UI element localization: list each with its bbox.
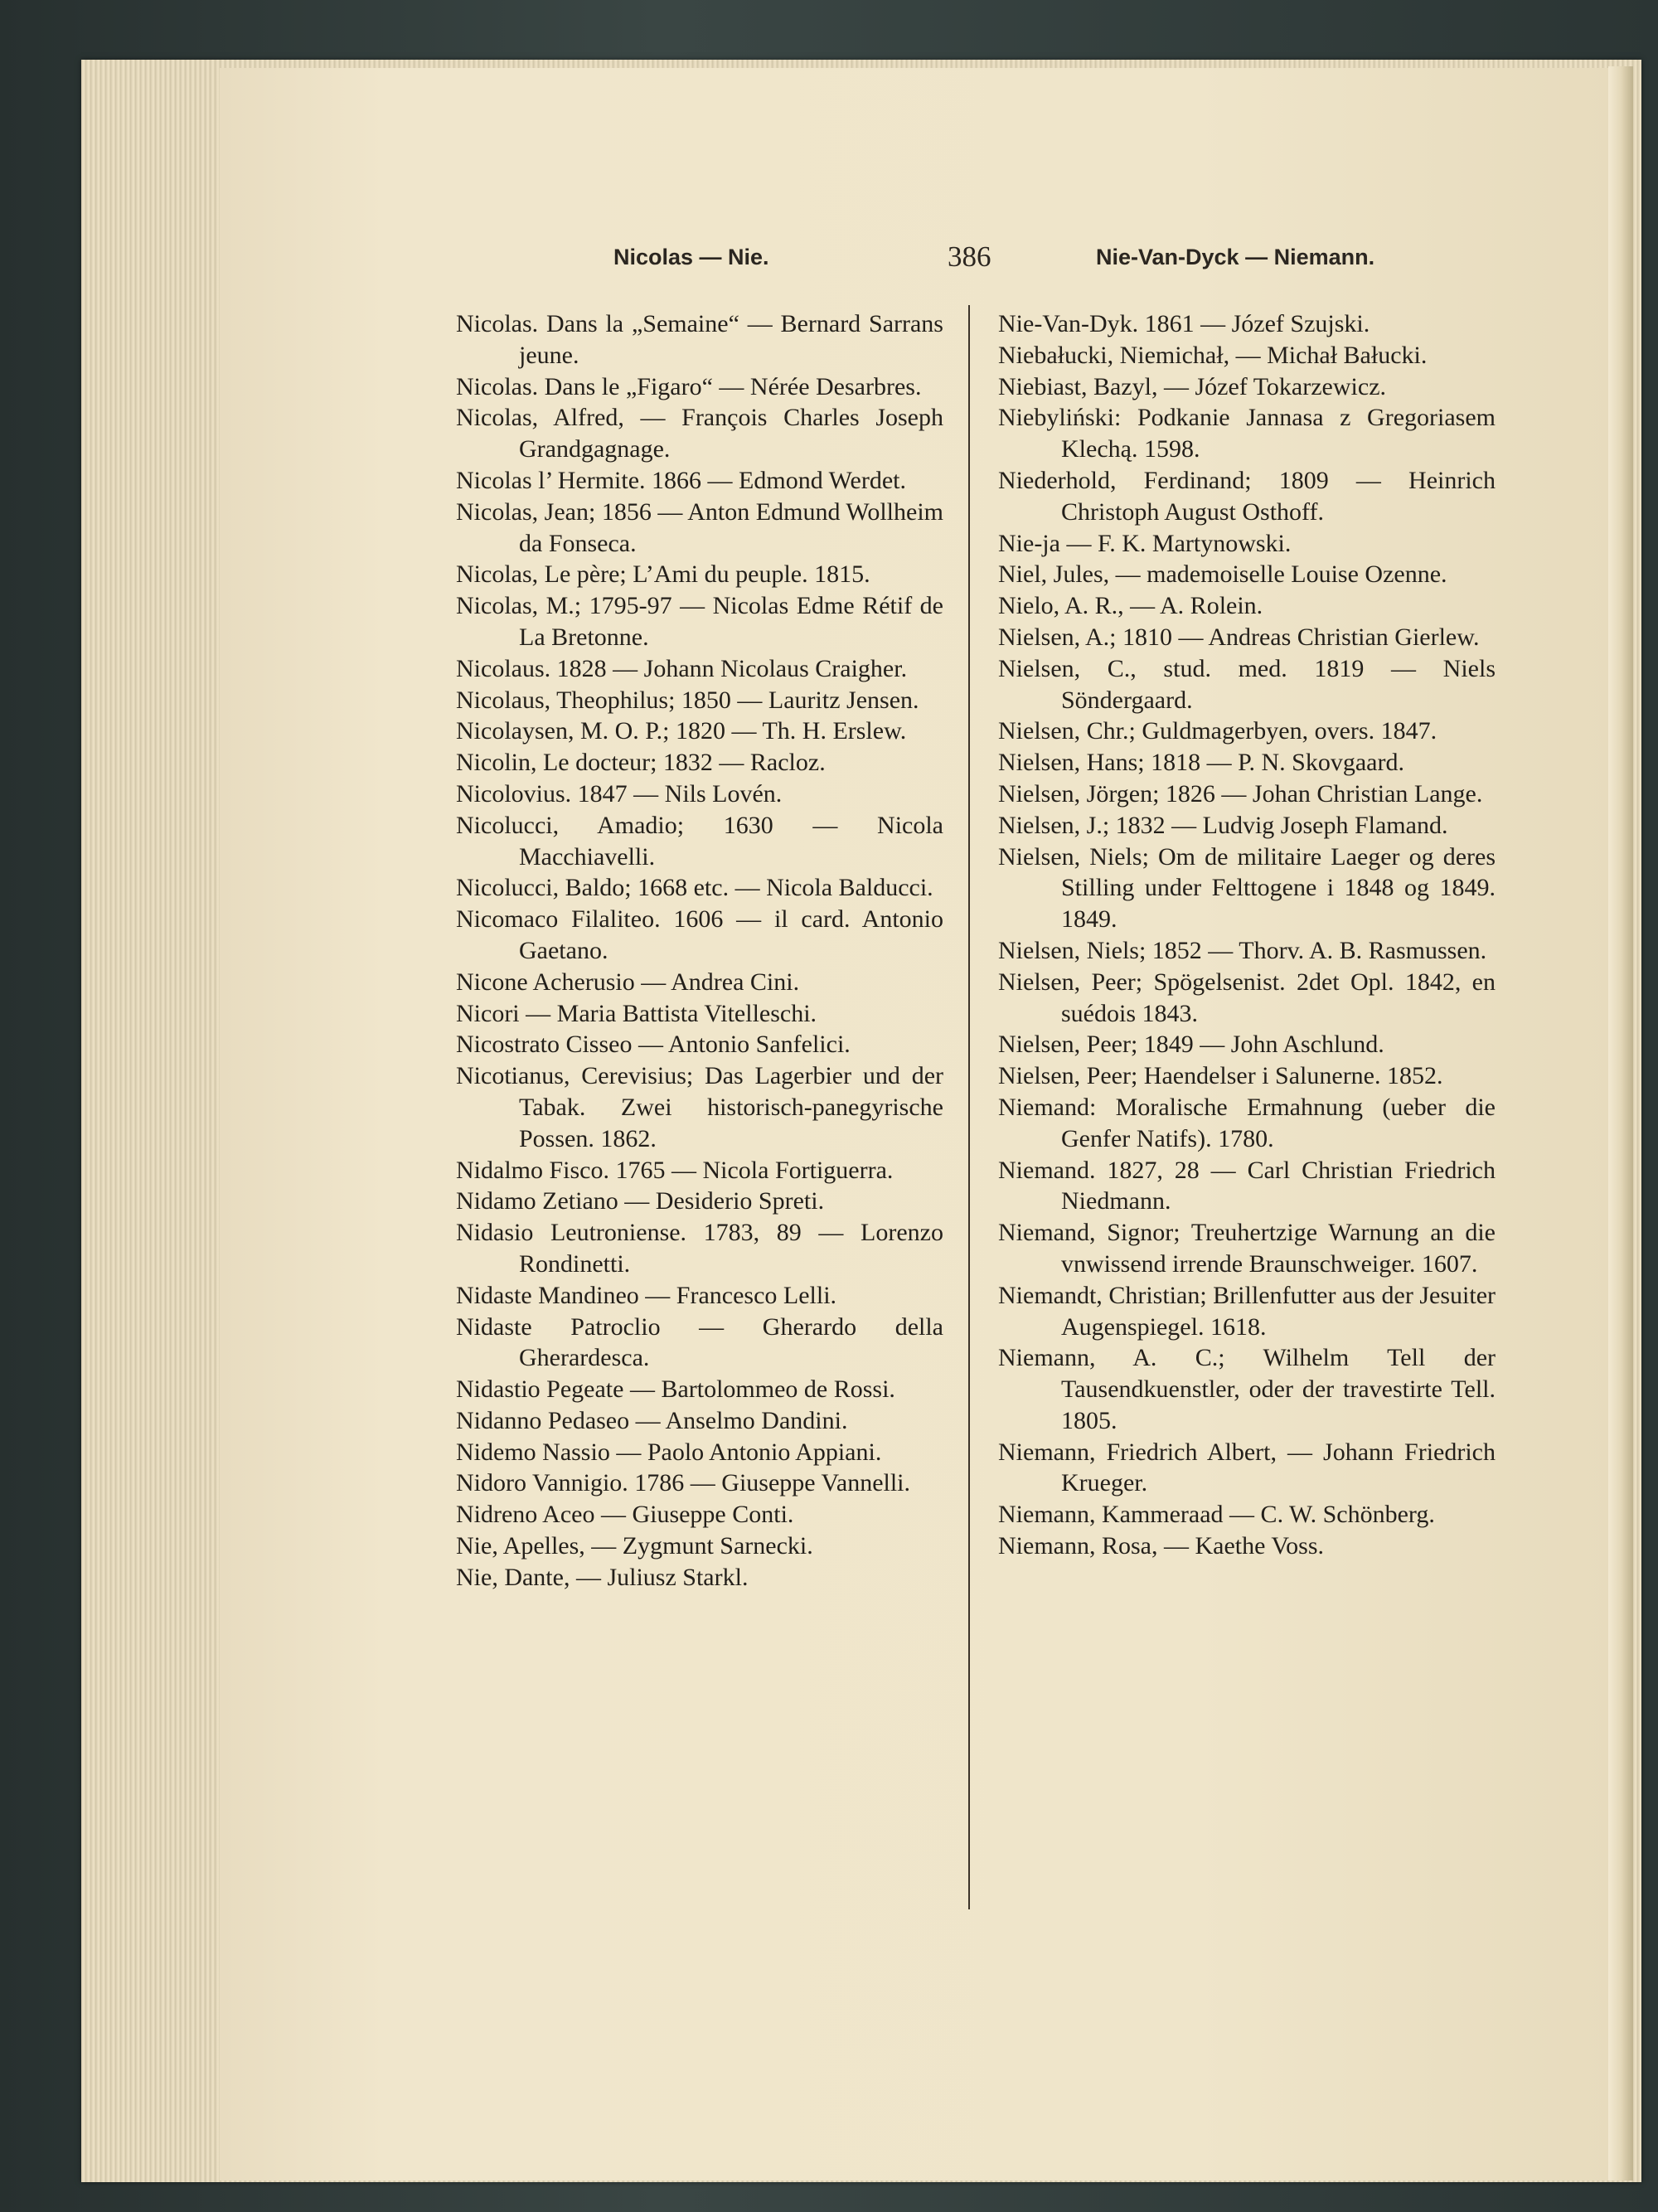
list-item: Nicolas. Dans le „Figaro“ — Nérée Desarbres.	[456, 372, 922, 400]
list-item: Nicori — Maria Battista Vitelleschi.	[456, 999, 817, 1027]
list-item: Nielo, A. R., — A. Rolein.	[998, 592, 1263, 620]
page-number: 386	[948, 240, 991, 273]
list-item: Nielsen, Niels; 1852 — Thorv. A. B. Rasmussen.	[998, 936, 1487, 964]
gutter-shadow	[1608, 66, 1633, 2180]
list-item: Nicolas, Le père; L’Ami du peuple. 1815.	[456, 560, 870, 589]
list-item: Nie-ja — F. K. Martynowski.	[998, 529, 1292, 557]
running-header	[0, 240, 1658, 278]
header-right: Nie-Van-Dyck — Niemann.	[1096, 245, 1375, 269]
list-item: Nidastio Pegeate — Bartolommeo de Rossi.	[456, 1375, 895, 1404]
list-item: Nielsen, Peer; 1849 — John Aschlund.	[998, 1031, 1384, 1059]
list-item: Niemann, A. C.; Wilhelm Tell der Tausendkuenstler, oder der travestirte Tell. 1805.	[998, 1344, 1496, 1434]
list-item: Nicomaco Filaliteo. 1606 — il card. Antonio Gaetano.	[456, 905, 943, 964]
list-item: Nicolas, Jean; 1856 — Anton Edmund Wollheim da Fonseca.	[456, 497, 943, 557]
list-item: Niemand. 1827, 28 — Carl Christian Friedrich Niedmann.	[998, 1156, 1496, 1215]
list-item: Nielsen, Niels; Om de militaire Laeger og deres Stilling under Felttogene i 1848 og 1849. 1849.	[998, 842, 1496, 934]
list-item: Nidaste Mandineo — Francesco Lelli.	[456, 1281, 837, 1309]
list-item: Nicolaysen, M. O. P.; 1820 — Th. H. Erslew.	[456, 717, 907, 745]
list-item: Nielsen, Hans; 1818 — P. N. Skovgaard.	[998, 749, 1404, 777]
list-item: Niederhold, Ferdinand; 1809 — Heinrich Christoph August Osthoff.	[998, 466, 1496, 526]
list-item: Nidaste Patroclio — Gherardo della Gherardesca.	[456, 1312, 943, 1372]
list-item: Nielsen, A.; 1810 — Andreas Christian Gierlew.	[998, 623, 1480, 651]
list-item: Nielsen, Peer; Spögelsenist. 2det Opl. 1842, en suédois 1843.	[998, 968, 1496, 1027]
list-item: Niemand, Signor; Treuhertzige Warnung an die vnwissend irrende Braunschweiger. 1607.	[998, 1219, 1496, 1278]
column-divider	[968, 305, 970, 1909]
list-item: Nidasio Leutroniense. 1783, 89 — Lorenzo Rondinetti.	[456, 1219, 943, 1278]
left-column	[456, 308, 943, 1594]
list-item: Nidoro Vannigio. 1786 — Giuseppe Vannelli.	[456, 1469, 911, 1497]
list-item: Nidreno Aceo — Giuseppe Conti.	[456, 1501, 794, 1529]
list-item: Nicone Acherusio — Andrea Cini.	[456, 968, 800, 996]
list-item: Nielsen, J.; 1832 — Ludvig Joseph Flamand.	[998, 811, 1448, 839]
list-item: Nidalmo Fisco. 1765 — Nicola Fortiguerra.	[456, 1156, 894, 1184]
list-item: Nicotianus, Cerevisius; Das Lagerbier und der Tabak. Zwei historisch-panegyrische Possen. 1862.	[456, 1062, 943, 1152]
header-left: Nicolas — Nie.	[613, 245, 769, 269]
list-item: Nidamo Zetiano — Desiderio Spreti.	[456, 1187, 825, 1215]
list-item: Nicolas, M.; 1795-97 — Nicolas Edme Rétif de La Bretonne.	[456, 592, 943, 651]
list-item: Niemand: Moralische Ermahnung (ueber die Genfer Natifs). 1780.	[998, 1093, 1496, 1152]
list-item: Niebiast, Bazyl, — Józef Tokarzewicz.	[998, 372, 1387, 400]
list-item: Nicolaus, Theophilus; 1850 — Lauritz Jensen.	[456, 686, 919, 714]
list-item: Nielsen, Jörgen; 1826 — Johan Christian Lange.	[998, 779, 1483, 808]
list-item: Nidemo Nassio — Paolo Antonio Appiani.	[456, 1438, 882, 1466]
list-item: Nicolovius. 1847 — Nils Lovén.	[456, 779, 783, 808]
list-item: Nicolucci, Amadio; 1630 — Nicola Macchiavelli.	[456, 811, 943, 871]
list-item: Niemann, Rosa, — Kaethe Voss.	[998, 1532, 1325, 1560]
list-item: Nicostrato Cisseo — Antonio Sanfelici.	[456, 1031, 851, 1059]
list-item: Nicolas l’ Hermite. 1866 — Edmond Werdet.	[456, 466, 907, 494]
list-item: Nicolin, Le docteur; 1832 — Racloz.	[456, 749, 826, 777]
list-item: Nicolucci, Baldo; 1668 etc. — Nicola Balducci.	[456, 874, 933, 902]
list-item: Niemann, Friedrich Albert, — Johann Friedrich Krueger.	[998, 1438, 1496, 1497]
right-column	[998, 308, 1496, 1562]
list-item: Nidanno Pedaseo — Anselmo Dandini.	[456, 1406, 848, 1434]
list-item: Nielsen, Peer; Haendelser i Salunerne. 1852.	[998, 1062, 1443, 1090]
list-item: Nicolas. Dans la „Semaine“ — Bernard Sarrans jeune.	[456, 310, 943, 369]
list-item: Niemann, Kammeraad — C. W. Schönberg.	[998, 1501, 1435, 1529]
list-item: Nie, Apelles, — Zygmunt Sarnecki.	[456, 1532, 813, 1560]
list-item: Nielsen, Chr.; Guldmagerbyen, overs. 1847.	[998, 717, 1437, 745]
list-item: Nie, Dante, — Juliusz Starkl.	[456, 1563, 749, 1591]
list-item: Niebałucki, Niemichał, — Michał Bałucki.	[998, 341, 1428, 369]
list-item: Nielsen, C., stud. med. 1819 — Niels Söndergaard.	[998, 654, 1496, 714]
list-item: Niel, Jules, — mademoiselle Louise Ozenne.	[998, 560, 1447, 589]
list-item: Nicolas, Alfred, — François Charles Joseph Grandgagnage.	[456, 404, 943, 463]
list-item: Niebyliński: Podkanie Jannasa z Gregoriasem Klechą. 1598.	[998, 404, 1496, 463]
list-item: Nie-Van-Dyk. 1861 — Józef Szujski.	[998, 310, 1370, 337]
list-item: Nicolaus. 1828 — Johann Nicolaus Craigher.	[456, 654, 908, 682]
list-item: Niemandt, Christian; Brillenfutter aus der Jesuiter Augenspiegel. 1618.	[998, 1281, 1496, 1341]
